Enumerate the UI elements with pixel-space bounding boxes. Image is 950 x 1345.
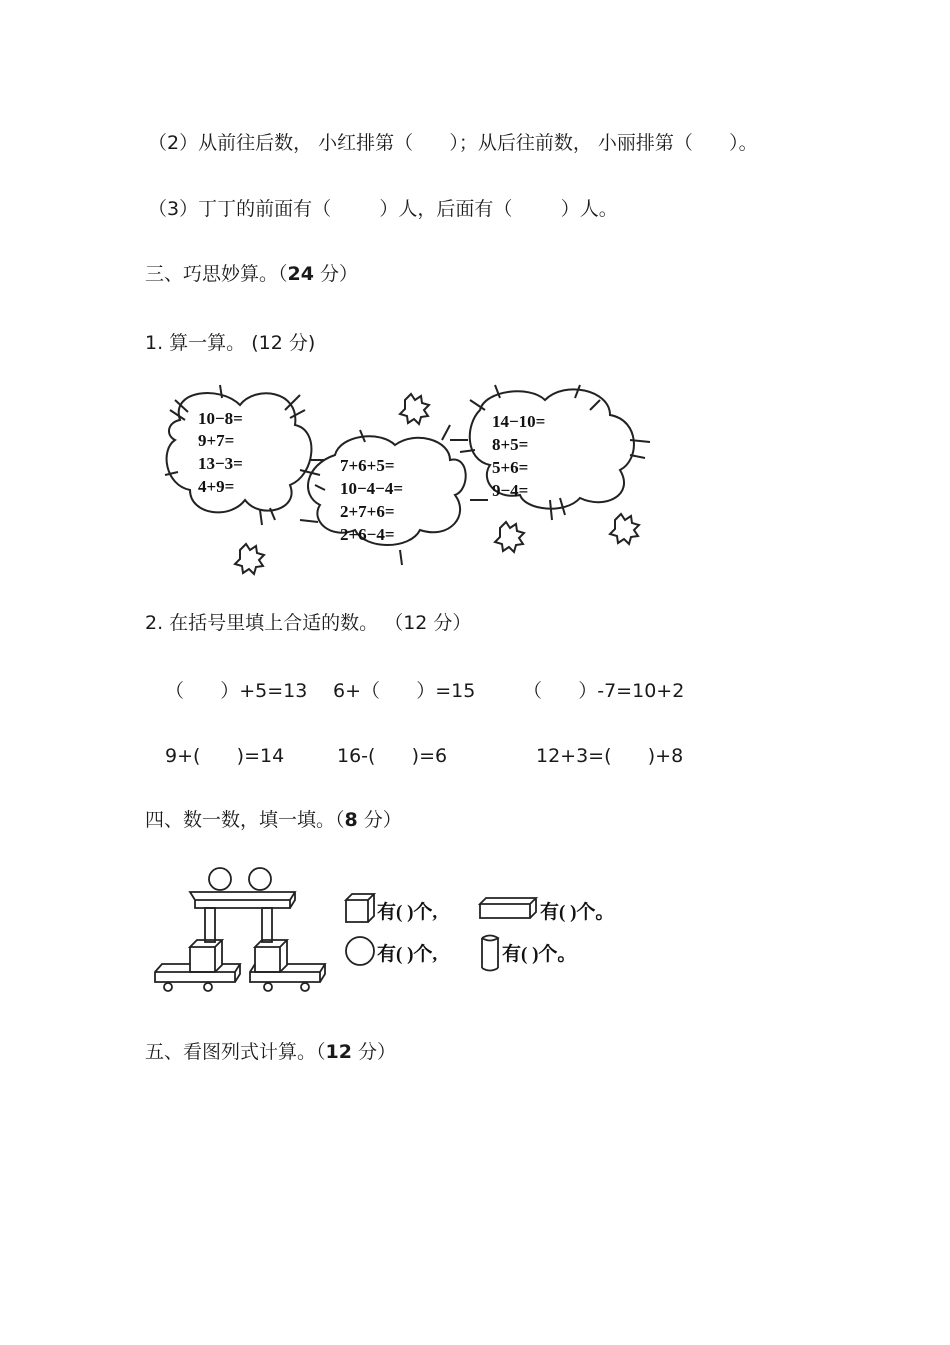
- section-5-heading-pre: 五、看图列式计算。（: [145, 1041, 326, 1063]
- section-3-heading-post: 分）: [313, 263, 359, 285]
- sphere-icon: [346, 937, 374, 965]
- section-4-points: 8: [344, 809, 358, 831]
- right-cloud-equation: 9−4=: [492, 481, 529, 500]
- section-3-heading-pre: 三、巧思妙算。（: [145, 263, 288, 285]
- sphere-shape: [249, 868, 271, 890]
- splat-decoration: [495, 522, 524, 552]
- cube-count-blank: 有( )个,: [377, 902, 438, 923]
- section-5-heading: [145, 1040, 396, 1064]
- right-cloud-equation: 5+6=: [492, 458, 529, 477]
- left-cube-shape: [190, 940, 222, 972]
- section-3-sub-2: 2. 在括号里填上合适的数。 （12 分）: [145, 612, 472, 634]
- shape-count-legend: [340, 888, 660, 978]
- fill-blank-item: 16-( )=6: [337, 745, 448, 767]
- left-cloud-equation: 10−8=: [198, 409, 243, 428]
- section-3-heading: [145, 262, 358, 286]
- cuboid-count-blank: 有( )个。: [540, 902, 615, 923]
- cuboid-icon: [480, 898, 536, 918]
- left-column-cylinder: [205, 908, 215, 942]
- fill-blank-item: （ ）+5=13: [165, 680, 308, 702]
- top-cuboid-shape: [190, 892, 295, 908]
- section-3-sub-1: 1. 算一算。 (12 分): [145, 332, 316, 354]
- left-cloud-equation: 9+7=: [198, 431, 235, 450]
- right-column-cylinder: [262, 908, 272, 942]
- right-base-cuboid-shape: [250, 964, 325, 982]
- question-3-line: （3）丁丁的前面有（ ）人，后面有（ ）人。: [148, 198, 618, 220]
- right-cloud-equation: 14−10=: [492, 412, 546, 431]
- fill-blank-item: 6+（ ）=15: [333, 680, 476, 702]
- splat-decoration: [235, 544, 264, 574]
- left-cloud-equation: 4+9=: [198, 477, 235, 496]
- fill-blank-item: （ ）-7=10+2: [523, 680, 685, 702]
- left-cloud-equation: 13−3=: [198, 454, 243, 473]
- sphere-count-blank: 有( )个,: [377, 944, 438, 965]
- right-cloud-equation: 8+5=: [492, 435, 529, 454]
- question-2-line-2: （2）从前往后数， 小红排第（ ）；从后往前数， 小丽排第（ ）。: [148, 132, 758, 154]
- cube-icon: [346, 894, 374, 922]
- splat-decoration: [400, 394, 429, 424]
- middle-cloud-equation: 10−4−4=: [340, 479, 404, 498]
- fill-blank-item: 9+( )=14: [165, 745, 285, 767]
- cylinder-icon: [482, 936, 498, 971]
- left-base-cuboid-shape: [155, 964, 240, 982]
- middle-cloud-equation: 2+6−4=: [340, 525, 395, 544]
- sphere-shape: [209, 868, 231, 890]
- middle-cloud-equation: 2+7+6=: [340, 502, 395, 521]
- section-4-heading-post: 分）: [357, 809, 402, 831]
- cloud-calculation-figure: [150, 380, 670, 580]
- section-4-heading: [145, 808, 402, 832]
- section-5-heading-post: 分）: [351, 1041, 397, 1063]
- section-3-points: 24: [287, 263, 314, 285]
- cylinder-count-blank: 有( )个。: [502, 944, 577, 965]
- section-4-heading-pre: 四、数一数，填一填。（: [145, 809, 345, 831]
- fill-blank-item: 12+3=( )+8: [536, 745, 684, 767]
- shape-structure-figure: [150, 862, 330, 997]
- right-cube-shape: [255, 940, 287, 972]
- middle-cloud-equation: 7+6+5=: [340, 456, 395, 475]
- splat-decoration: [610, 514, 639, 544]
- section-5-points: 12: [325, 1041, 352, 1063]
